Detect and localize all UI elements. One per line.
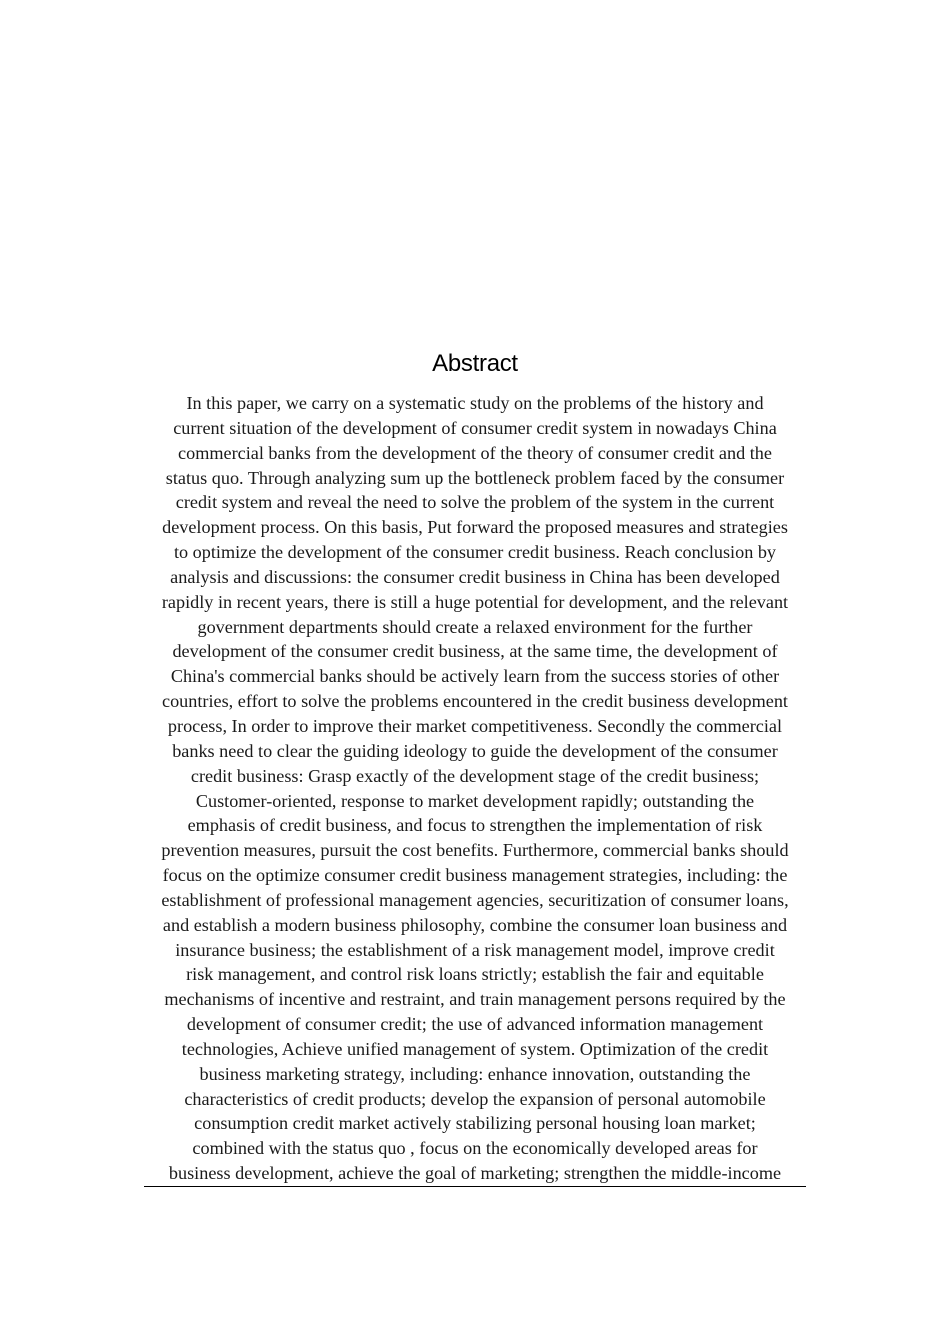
abstract-line: process, In order to improve their market competitiveness. Secondly the commercial <box>167 715 783 736</box>
abstract-line: credit system and reveal the need to solve the problem of the system in the current <box>175 492 775 513</box>
abstract-line: technologies, Achieve unified management of system. Optimization of the credit <box>181 1038 769 1059</box>
abstract-line: combined with the status quo , focus on the economically developed areas for <box>192 1138 758 1159</box>
abstract-line: insurance business; the establishment of a risk management model, improve credit <box>175 939 775 960</box>
abstract-line: banks need to clear the guiding ideology to guide the development of the consumer <box>172 740 778 761</box>
abstract-line: emphasis of credit business, and focus to strengthen the implementation of risk <box>187 815 763 836</box>
abstract-line: focus on the optimize consumer credit business management strategies, including: the <box>162 865 788 886</box>
abstract-line: commercial banks from the development of the theory of consumer credit and the <box>178 442 772 463</box>
abstract-line: countries, effort to solve the problems encountered in the credit business development <box>162 691 788 712</box>
abstract-line: prevention measures, pursuit the cost benefits. Furthermore, commercial banks should <box>161 840 789 861</box>
abstract-line: development of consumer credit; the use of advanced information management <box>186 1014 764 1035</box>
abstract-line: establishment of professional management agencies, securitization of consumer loans, <box>161 889 789 910</box>
abstract-body <box>144 391 806 1186</box>
bottom-rule <box>144 1186 806 1187</box>
abstract-line: mechanisms of incentive and restraint, and train management persons required by the <box>164 989 786 1010</box>
abstract-line: development process. On this basis, Put forward the proposed measures and strategies <box>162 517 788 538</box>
abstract-line: business development, achieve the goal of marketing; strengthen the middle-income <box>168 1163 782 1184</box>
abstract-line: Customer-oriented, response to market development rapidly; outstanding the <box>195 790 755 811</box>
abstract-line: risk management, and control risk loans strictly; establish the fair and equitable <box>186 964 764 985</box>
abstract-line: development of the consumer credit business, at the same time, the development of <box>172 641 778 662</box>
abstract-line: business marketing strategy, including: enhance innovation, outstanding the <box>199 1063 751 1084</box>
abstract-line: rapidly in recent years, there is still a huge potential for development, and the relevant <box>161 591 789 612</box>
abstract-line: characteristics of credit products; develop the expansion of personal automobile <box>184 1088 766 1109</box>
abstract-line: current situation of the development of consumer credit system in nowadays China <box>173 417 777 438</box>
abstract-line: credit business: Grasp exactly of the development stage of the credit business; <box>190 765 760 786</box>
abstract-line: and establish a modern business philosophy, combine the consumer loan business and <box>162 914 788 935</box>
abstract-line: consumption credit market actively stabilizing personal housing loan market; <box>194 1113 756 1134</box>
abstract-line: analysis and discussions: the consumer credit business in China has been developed <box>170 566 780 587</box>
abstract-line: government departments should create a relaxed environment for the further <box>197 616 753 637</box>
abstract-line: China's commercial banks should be actively learn from the success stories of other <box>170 666 780 687</box>
abstract-line: status quo. Through analyzing sum up the bottleneck problem faced by the consumer <box>165 467 785 488</box>
abstract-line: In this paper, we carry on a systematic study on the problems of the history and <box>186 393 764 413</box>
abstract-line: to optimize the development of the consumer credit business. Reach conclusion by <box>173 542 777 563</box>
abstract-title: Abstract <box>432 350 518 377</box>
